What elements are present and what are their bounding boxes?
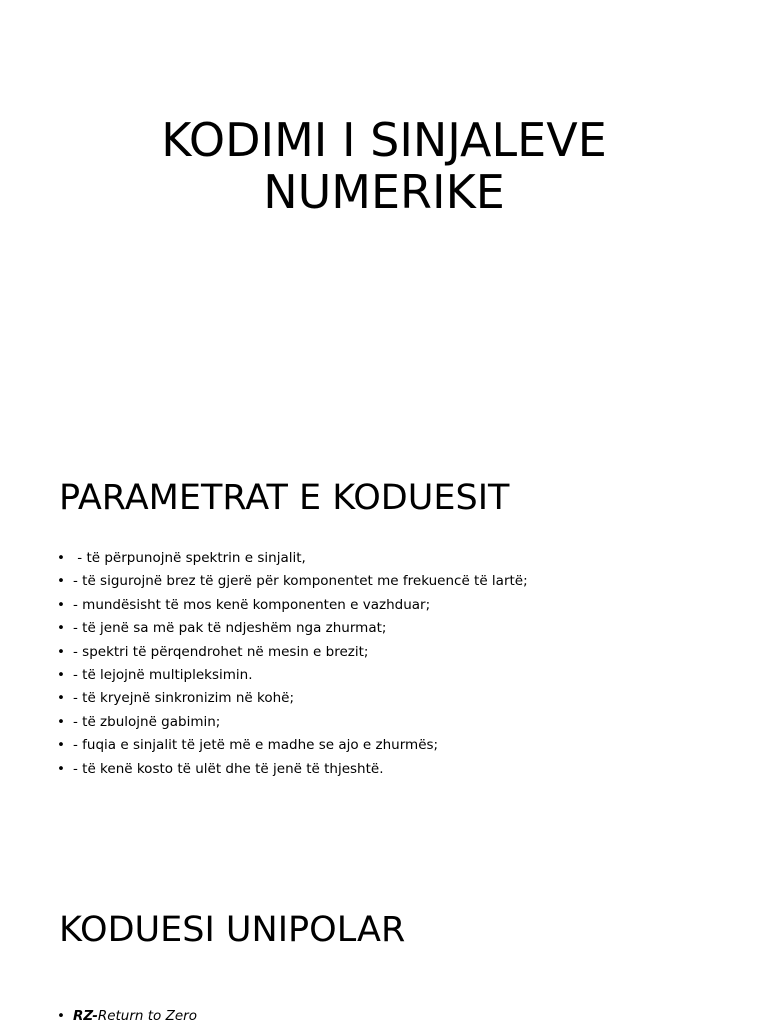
list-item [57,711,528,734]
list-item-text: - të kenë kosto të ulët dhe të jenë të thjeshtë. [73,760,384,777]
list-item-text: - të zbulojnë gabimin; [73,713,221,730]
bullet-icon: • [57,550,65,566]
list-item-rest: Return to Zero [97,1008,197,1024]
list-item-text: - spektri të përqendrohet në mesin e brezit; [73,643,369,660]
bullet-icon: • [57,596,65,613]
slide-title-line-2: NUMERIKE [263,165,505,219]
list-item-text: - mundësisht të mos kenë komponenten e vazhduar; [73,596,431,613]
bullet-icon: • [57,713,65,730]
bullet-icon: • [57,666,65,683]
slide-title [0,114,768,218]
bullet-icon: • [57,643,65,660]
bullet-icon: • [57,760,65,777]
list-item-text: - të kryejnë sinkronizim në kohë; [73,690,295,707]
list-item [57,687,528,710]
list-item [57,758,528,781]
list-item-text: - të lejojnë multipleksimin. [73,666,253,683]
bullet-icon: • [57,620,65,637]
parameters-bullet-list [57,547,528,781]
list-item-text: - të sigurojnë brez të gjerë për komponentet me frekuencë të lartë; [73,573,528,590]
section-heading-parameters: PARAMETRAT E KODUESIT [59,478,510,518]
bullet-icon: • [57,573,65,590]
list-item [57,547,528,570]
list-item-text: - të përpunojnë spektrin e sinjalit, [73,550,306,566]
bullet-icon: • [57,737,65,754]
list-item-text: - fuqia e sinjalit të jetë më e madhe se ajo e zhurmës; [73,737,439,754]
bullet-icon: • [57,690,65,707]
list-item [57,617,528,640]
list-item-bold-prefix: RZ- [73,1008,98,1024]
section-heading-unipolar: KODUESI UNIPOLAR [59,910,406,950]
list-item-text [73,1008,197,1024]
list-item-text: - të jenë sa më pak të ndjeshëm nga zhurmat; [73,620,387,637]
slide-title-line-1: KODIMI I SINJALEVE [161,113,607,167]
list-item [57,734,528,757]
list-item [57,570,528,593]
list-item [57,664,528,687]
list-item [57,641,528,664]
bullet-icon: • [57,1008,65,1024]
list-item [57,594,528,617]
